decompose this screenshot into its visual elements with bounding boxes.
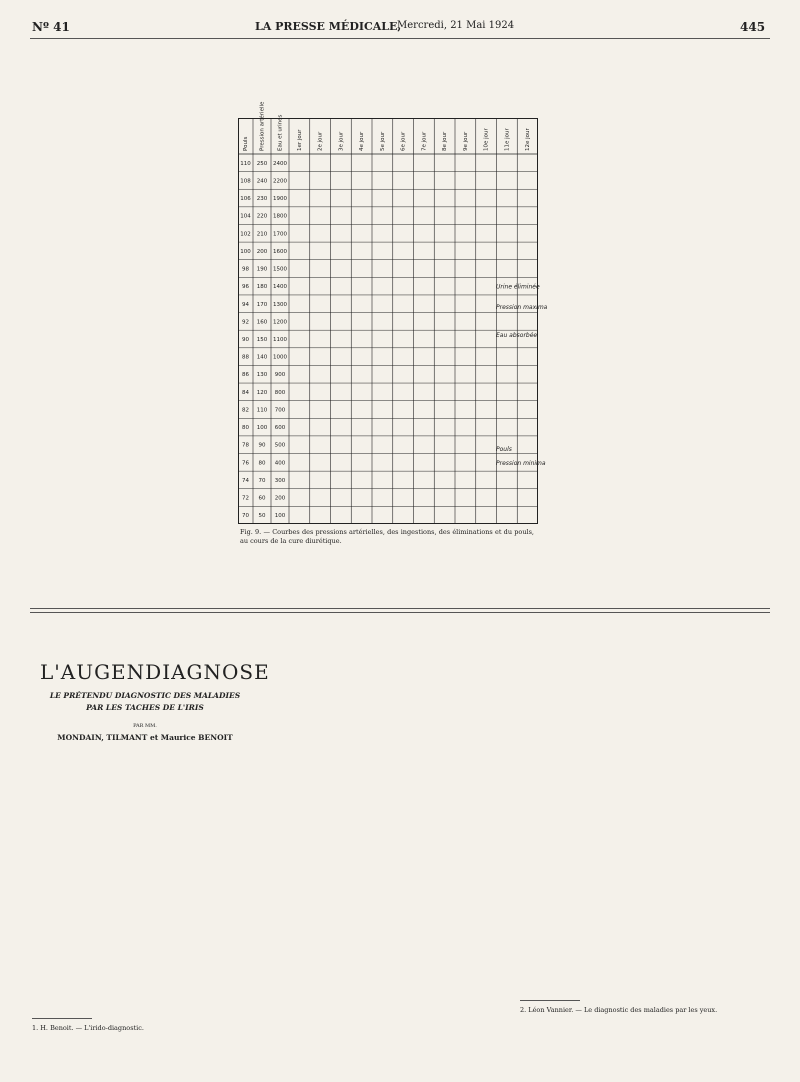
figure-caption: Fig. 9. — Courbes des pressions artérielles, des ingestions, des éliminations et du pouls, au cours de la cure diurétique. bbox=[240, 528, 534, 545]
chart-tick-label: 110 bbox=[240, 160, 251, 167]
chart-tick-label: 82 bbox=[242, 407, 249, 414]
chart-tick-label: 220 bbox=[256, 213, 268, 220]
chart-tick-label: 500 bbox=[274, 442, 286, 449]
chart-tick-label: 1400 bbox=[273, 284, 287, 291]
chart-col-header: 1er jour bbox=[296, 129, 303, 151]
chart-tick-label: 110 bbox=[256, 407, 268, 414]
article-title: L'AUGENDIAGNOSE bbox=[40, 660, 270, 684]
chart-legend-label: Pression maxima bbox=[496, 303, 548, 311]
chart-tick-label: 230 bbox=[256, 196, 268, 203]
chart-tick-label: 1600 bbox=[273, 248, 287, 255]
chart-tick-label: 700 bbox=[274, 407, 286, 414]
chart-tick-label: 102 bbox=[240, 231, 251, 238]
chart-col-header: Eau et urines bbox=[277, 114, 284, 151]
chart-figure bbox=[238, 101, 548, 524]
chart-tick-label: 100 bbox=[256, 425, 268, 432]
chart-tick-label: 98 bbox=[242, 266, 249, 273]
chart-col-header: Pression artérielle bbox=[259, 101, 266, 151]
chart-tick-label: 86 bbox=[242, 372, 249, 379]
issue-date: Mercredi, 21 Mai 1924 bbox=[397, 20, 515, 31]
chart-tick-label: 76 bbox=[242, 460, 249, 467]
chart-tick-label: 100 bbox=[274, 513, 286, 520]
chart-tick-label: 1700 bbox=[273, 231, 287, 238]
chart-tick-label: 170 bbox=[256, 301, 268, 308]
chart-tick-label: 108 bbox=[240, 178, 251, 185]
chart-tick-label: 250 bbox=[256, 160, 268, 167]
chart-legend-label: Eau absorbée bbox=[496, 332, 538, 340]
chart-col-header: 6e jour bbox=[400, 131, 407, 151]
chart-tick-label: 70 bbox=[242, 513, 249, 520]
chart-tick-label: 78 bbox=[242, 442, 249, 449]
chart-tick-label: 84 bbox=[242, 389, 249, 396]
footnote-rule-right bbox=[520, 1000, 580, 1001]
chart-tick-label: 2400 bbox=[273, 160, 287, 167]
chart-tick-label: 1200 bbox=[273, 319, 287, 326]
journal-title: LA PRESSE MÉDICALE, bbox=[255, 20, 402, 33]
chart-tick-label: 80 bbox=[242, 425, 249, 432]
chart-legend-label: Pouls bbox=[496, 445, 512, 453]
chart-col-header: 11e jour bbox=[504, 128, 511, 151]
footnote-right: 2. Léon Vannier. — Le diagnostic des maladies par les yeux. bbox=[520, 1006, 718, 1014]
chart-tick-label: 96 bbox=[242, 284, 249, 291]
article-subtitle: LE PRÉTENDU DIAGNOSTIC DES MALADIES PAR LES TACHES DE L'IRIS bbox=[49, 691, 241, 712]
chart-tick-label: 74 bbox=[242, 477, 249, 484]
chart-tick-label: 80 bbox=[258, 460, 266, 467]
chart-tick-label: 160 bbox=[256, 319, 268, 326]
section-rule bbox=[30, 608, 770, 609]
chart-tick-label: 1300 bbox=[273, 301, 287, 308]
chart-tick-label: 1100 bbox=[273, 337, 287, 343]
chart-tick-label: 50 bbox=[258, 513, 266, 520]
chart-legend-label: Pression minima bbox=[496, 460, 546, 468]
chart-legend-label: Urine éliminée bbox=[496, 283, 540, 291]
chart-tick-label: 400 bbox=[274, 460, 286, 467]
chart-col-header: 8e jour bbox=[442, 131, 449, 151]
chart-col-header: 4e jour bbox=[359, 131, 366, 151]
chart-tick-label: 90 bbox=[242, 337, 249, 343]
chart-col-header: 9e jour bbox=[462, 131, 469, 151]
chart-col-header: 5e jour bbox=[379, 131, 386, 151]
chart-tick-label: 900 bbox=[274, 372, 286, 379]
chart-tick-label: 100 bbox=[240, 248, 251, 255]
chart-tick-label: 92 bbox=[242, 319, 249, 326]
chart-tick-label: 200 bbox=[274, 495, 286, 502]
chart-tick-label: 140 bbox=[256, 354, 268, 361]
chart-tick-label: 210 bbox=[256, 231, 268, 238]
chart-tick-label: 72 bbox=[242, 495, 249, 502]
chart-tick-label: 1900 bbox=[273, 196, 287, 203]
chart-tick-label: 70 bbox=[258, 477, 266, 484]
page-number: 445 bbox=[740, 20, 766, 34]
chart-tick-label: 1800 bbox=[273, 213, 287, 220]
chart-tick-label: 240 bbox=[256, 178, 268, 185]
chart-tick-label: 130 bbox=[256, 372, 268, 379]
chart-tick-label: 190 bbox=[256, 266, 268, 273]
chart-tick-label: 200 bbox=[256, 248, 268, 255]
footnote-rule-left bbox=[32, 1018, 92, 1019]
chart-col-header: 10e jour bbox=[483, 128, 490, 151]
chart-tick-label: 600 bbox=[274, 425, 286, 432]
par-mm: PAR MM. bbox=[133, 723, 157, 729]
chart-col-header: 2e jour bbox=[317, 131, 324, 151]
chart-tick-label: 1000 bbox=[273, 354, 287, 361]
chart-tick-label: 1500 bbox=[273, 266, 287, 273]
issue-number: Nº 41 bbox=[32, 20, 70, 34]
chart-tick-label: 150 bbox=[256, 337, 268, 343]
chart-col-header: 3e jour bbox=[338, 131, 345, 151]
article-authors: MONDAIN, TILMANT et Maurice BENOIT bbox=[57, 733, 233, 742]
chart-tick-label: 180 bbox=[256, 284, 268, 291]
chart-col-header: 12e jour bbox=[525, 128, 532, 151]
chart-tick-label: 106 bbox=[240, 196, 251, 203]
chart-tick-label: 120 bbox=[256, 389, 268, 396]
chart-tick-label: 60 bbox=[258, 495, 266, 502]
chart-tick-label: 300 bbox=[274, 477, 286, 484]
chart-tick-label: 2200 bbox=[273, 178, 287, 185]
chart-tick-label: 90 bbox=[258, 442, 266, 449]
footnote-left: 1. H. Benoit. — L'irido-diagnostic. bbox=[32, 1024, 144, 1032]
chart-col-header: Pouls bbox=[243, 136, 249, 151]
chart-tick-label: 104 bbox=[240, 213, 251, 220]
chart-tick-label: 800 bbox=[274, 389, 286, 396]
chart-tick-label: 94 bbox=[242, 301, 249, 308]
header-rule bbox=[30, 38, 770, 39]
chart-col-header: 7e jour bbox=[421, 131, 428, 151]
section-rule-2 bbox=[30, 612, 770, 613]
chart-tick-label: 88 bbox=[242, 354, 249, 361]
